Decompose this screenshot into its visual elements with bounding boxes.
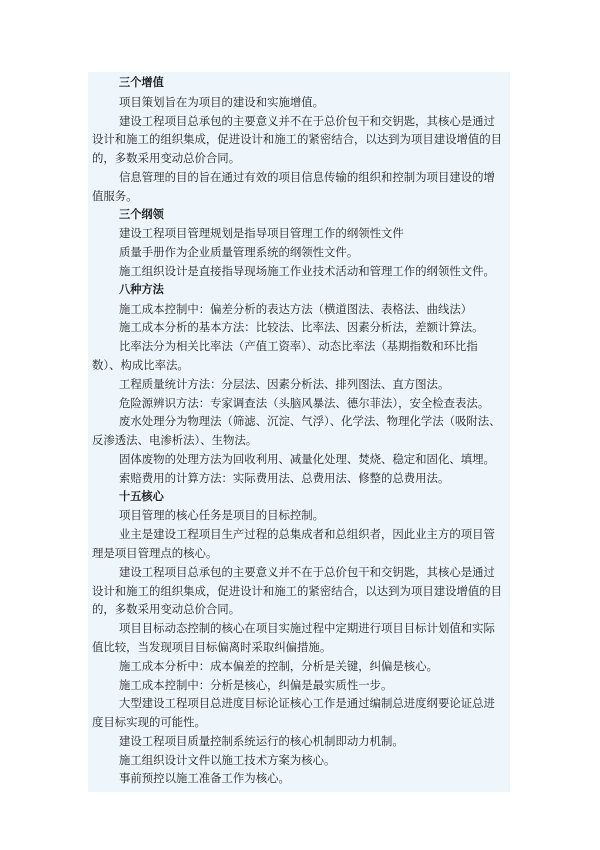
paragraph: 施工组织设计是直接指导现场施工作业技术活动和管理工作的纲领性文件。 <box>119 263 495 278</box>
paragraph: 项目目标动态控制的核心在项目实施过程中定期进行项目目标计划值和实际值比较，当发现项目目标偏离时采取纠偏措施。 <box>92 621 495 654</box>
paragraph: 项目管理的核心任务是项目的目标控制。 <box>119 508 325 523</box>
paragraph: 建设工程项目总承包的主要意义并不在于总价包干和交钥匙，其核心是通过设计和施工的组织集成，促进设计和施工的紧密结合，以达到为项目建设增值的目的，多数采用变动总价合同。 <box>92 564 503 617</box>
paragraph: 施工成本分析的基本方法：比较法、比率法、因素分析法，差额计算法。 <box>119 320 484 335</box>
paragraph: 废水处理分为物理法（筛滤、沉淀、气浮）、化学法、物理化学法（吸附法、反渗透法、电渗析法）、生物法。 <box>92 414 501 448</box>
section-heading: 十五核心 <box>119 489 164 503</box>
paragraph: 危险源辨识方法：专家调查法（头脑风暴法、德尔菲法），安全检查表法。 <box>119 395 490 410</box>
paragraph: 施工组织设计文件以施工技术方案为核心。 <box>119 752 336 767</box>
paragraph: 建设工程项目总承包的主要意义并不在于总价包干和交钥匙，其核心是通过设计和施工的组织集成，促进设计和施工的紧密结合，以达到为项目建设增值的目的，多数采用变动总价合同。 <box>92 113 503 166</box>
paragraph: 事前预控以施工准备工作为核心。 <box>119 771 290 786</box>
paragraph: 信息管理的目的旨在通过有效的项目信息传输的组织和控制为项目建设的增值服务。 <box>92 169 495 203</box>
paragraph: 建设工程项目质量控制系统运行的核心机制即动力机制。 <box>119 733 404 748</box>
section-heading: 三个纲领 <box>119 207 164 221</box>
paragraph: 固体废物的处理方法为回收利用、减量化处理、焚烧、稳定和固化、填埋。 <box>119 451 495 466</box>
section-heading: 八种方法 <box>119 282 164 296</box>
paragraph: 工程质量统计方法：分层法、因素分析法、排列图法、直方图法。 <box>119 376 450 391</box>
section-heading: 三个增值 <box>119 76 164 89</box>
paragraph: 业主是建设工程项目生产过程的总集成者和总组织者，因此业主方的项目管理是项目管理点的核心。 <box>92 527 495 560</box>
paragraph: 大型建设工程项目总进度目标论证核心工作是通过编制总进度纲要论证总进度目标实现的可能性。 <box>92 696 495 730</box>
paragraph: 质量手册作为企业质量管理系统的纲领性文件。 <box>119 245 359 260</box>
paragraph: 施工成本分析中：成本偏差的控制，分析是关键，纠偏是核心。 <box>119 658 438 673</box>
paragraph: 施工成本控制中：偏差分析的表达方法（横道图法、表格法、曲线法） <box>119 301 473 316</box>
document-body <box>88 72 510 792</box>
paragraph: 比率法分为相关比率法（产值工资率）、动态比率法（基期指数和环比指数）、构成比率法。 <box>92 339 478 372</box>
paragraph: 建设工程项目管理规划是指导项目管理工作的纲领性文件 <box>119 226 404 241</box>
paragraph: 索赔费用的计算方法：实际费用法、总费用法、修整的总费用法。 <box>119 470 450 485</box>
paragraph: 施工成本控制中：分析是核心，纠偏是最实质性一步。 <box>119 677 393 692</box>
paragraph: 项目策划旨在为项目的建设和实施增值。 <box>119 94 325 109</box>
